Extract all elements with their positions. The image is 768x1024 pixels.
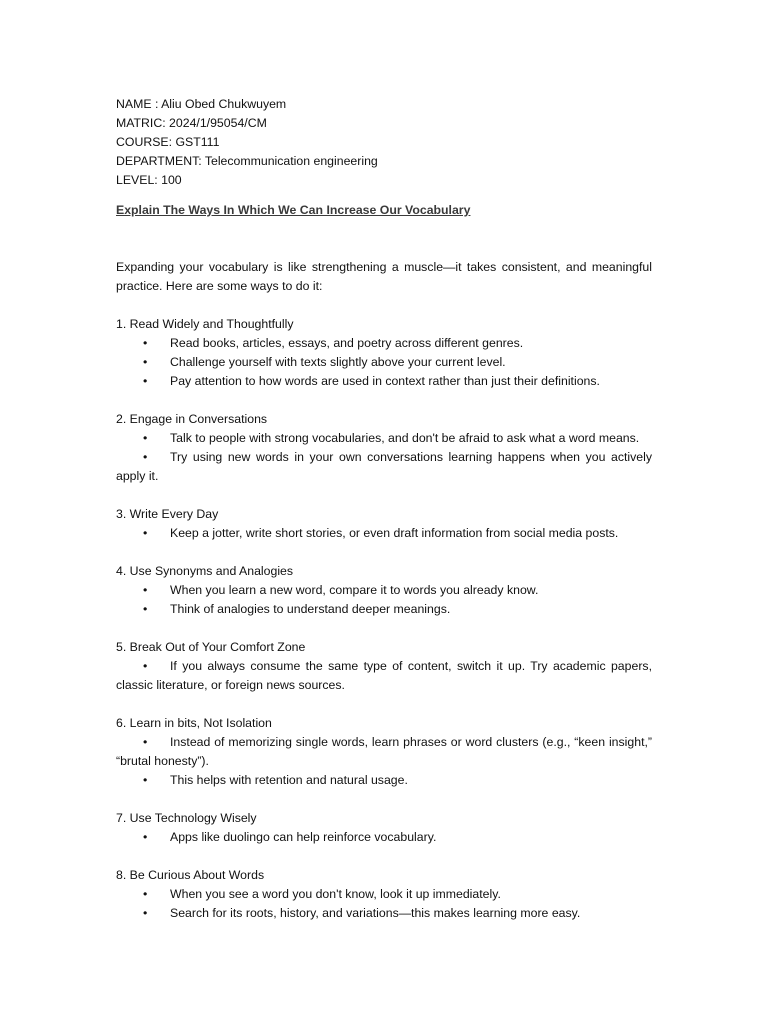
student-name: NAME : Aliu Obed Chukwuyem [116,97,287,111]
bullet-icon: • [143,773,148,787]
list-item [116,581,652,600]
list-item [116,771,652,790]
list-item [116,885,652,904]
list-item-text: Apps like duolingo can help reinforce vocabulary. [170,830,437,844]
list-item [116,657,652,695]
bullet-icon: • [143,887,148,901]
bullet-icon: • [143,659,148,673]
bullet-icon: • [143,336,148,350]
section-learn-in-bits [116,714,652,790]
document-body [116,95,652,923]
section-title: 6. Learn in bits, Not Isolation [116,716,272,730]
section-title: 1. Read Widely and Thoughtfully [116,317,294,331]
list-item [116,429,652,448]
list-item [116,372,652,391]
department: DEPARTMENT: Telecommunication engineering [116,154,378,168]
list-item-text: This helps with retention and natural usage. [170,773,408,787]
list-item-text: When you learn a new word, compare it to words you already know. [170,583,539,597]
list-item-text: Pay attention to how words are used in context rather than just their definitions. [170,374,600,388]
list-item-text: Search for its roots, history, and variations—this makes learning more easy. [170,906,581,920]
list-item [116,904,652,923]
bullet-icon: • [143,602,148,616]
list-item [116,828,652,847]
list-item-text: Talk to people with strong vocabularies, and don't be afraid to ask what a word means. [170,431,640,445]
list-item-text: Think of analogies to understand deeper meanings. [170,602,451,616]
section-read-widely [116,315,652,391]
list-item-text: Challenge yourself with texts slightly above your current level. [170,355,506,369]
list-item-text: Instead of memorizing single words, learn phrases or word clusters (e.g., “keen insight,” “brutal honesty”). [116,735,652,768]
document-title: Explain The Ways In Which We Can Increase Our Vocabulary [116,203,471,217]
section-title: 5. Break Out of Your Comfort Zone [116,640,306,654]
bullet-icon: • [143,735,148,749]
bullet-icon: • [143,906,148,920]
bullet-icon: • [143,526,148,540]
bullet-icon: • [143,830,148,844]
list-item [116,334,652,353]
matric-number: MATRIC: 2024/1/95054/CM [116,116,267,130]
bullet-icon: • [143,374,148,388]
level: LEVEL: 100 [116,173,182,187]
bullet-icon: • [143,431,148,445]
course-code: COURSE: GST111 [116,135,220,149]
bullet-icon: • [143,450,148,464]
list-item [116,600,652,619]
list-item-text: Try using new words in your own conversations learning happens when you actively apply it. [116,450,652,483]
list-item [116,733,652,771]
section-write-every-day [116,505,652,543]
intro-paragraph: Expanding your vocabulary is like strengthening a muscle—it takes consistent, and meaningful practice. Here are some ways to do it: [116,260,652,293]
section-title: 7. Use Technology Wisely [116,811,257,825]
section-conversations [116,410,652,486]
list-item [116,448,652,486]
section-title: 4. Use Synonyms and Analogies [116,564,294,578]
section-title: 3. Write Every Day [116,507,219,521]
section-comfort-zone [116,638,652,695]
list-item-text: Keep a jotter, write short stories, or even draft information from social media posts. [170,526,619,540]
list-item-text: When you see a word you don't know, look it up immediately. [170,887,501,901]
section-synonyms-analogies [116,562,652,619]
section-curious-about-words [116,866,652,923]
list-item-text: If you always consume the same type of content, switch it up. Try academic papers, classic literature, or foreign news sources. [116,659,652,692]
section-technology [116,809,652,847]
list-item [116,353,652,372]
list-item [116,524,652,543]
bullet-icon: • [143,355,148,369]
bullet-icon: • [143,583,148,597]
section-title: 8. Be Curious About Words [116,868,265,882]
section-title: 2. Engage in Conversations [116,412,268,426]
list-item-text: Read books, articles, essays, and poetry across different genres. [170,336,524,350]
